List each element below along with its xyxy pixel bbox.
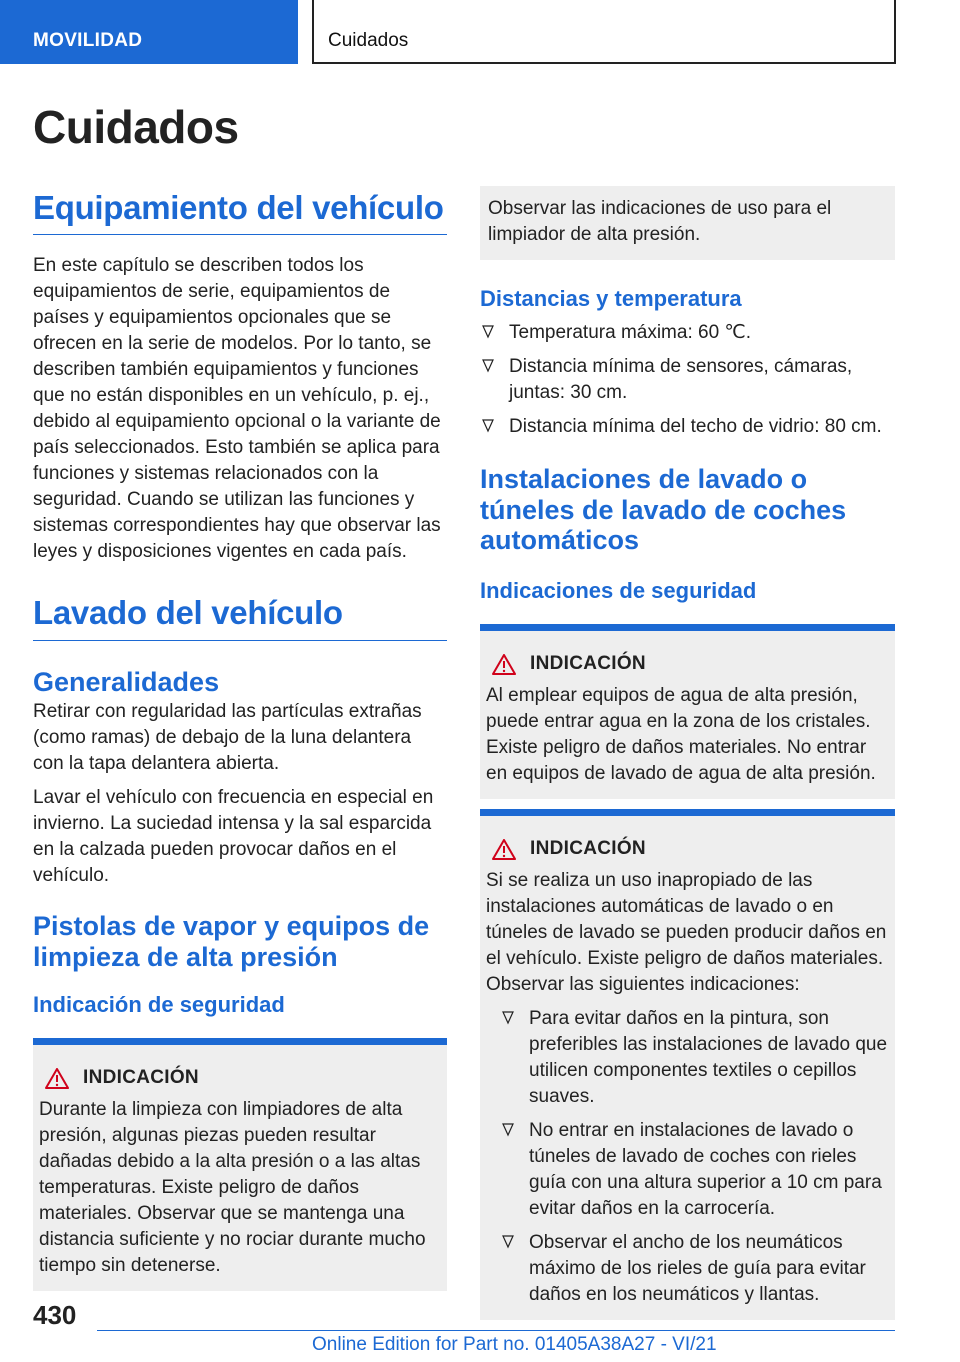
warning-list xyxy=(486,1006,889,1308)
page-title: Cuidados xyxy=(33,101,239,153)
bullet-triangle-icon xyxy=(482,325,494,339)
list-item: Para evitar daños en la pintura, son preferibles las instalaciones de lavado que utilicen componentes textiles o cepillos suaves. xyxy=(500,1006,889,1110)
warning-text: Si se realiza un uso inapropiado de las instalaciones automáticas de lavado o en túneles de lavado se pueden producir daños en el vehículo. Existe peligro de daños materiales. Observar las siguientes indicaciones: xyxy=(486,870,887,996)
list-item: Observar el ancho de los neumáticos máximo de los rieles de guía para evitar daños en los neumáticos y llantas. xyxy=(500,1230,889,1308)
pistol-heading: Pistolas de vapor y equipos de limpieza de alta presión xyxy=(33,911,430,972)
chapter-label: Cuidados xyxy=(328,30,409,51)
continued-text: Observar las indicaciones de uso para el limpiador de alta presión. xyxy=(488,198,832,245)
list-item: Distancia mínima del techo de vidrio: 80 cm. xyxy=(480,414,895,440)
distances-list xyxy=(480,320,895,440)
warning-title: INDICACIÓN xyxy=(530,653,646,675)
safety-heading-left: Indicación de seguridad xyxy=(33,992,285,1018)
safety-heading-right: Indicaciones de seguridad xyxy=(480,577,757,603)
warning-header xyxy=(486,649,889,679)
footer-divider xyxy=(97,1330,895,1331)
warning-box-right-1 xyxy=(480,624,895,799)
right-column xyxy=(480,186,895,1320)
warning-triangle-icon xyxy=(492,839,516,860)
warning-box-left xyxy=(33,1038,447,1291)
bullet-triangle-icon xyxy=(482,419,494,433)
section-label: MOVILIDAD xyxy=(33,30,143,51)
list-item: No entrar en instalaciones de lavado o túneles de lavado de coches con rieles guía con una altura superior a 10 cm para evitar daños en la carrocería. xyxy=(500,1118,889,1222)
washing-heading: Lavado del vehículo xyxy=(33,595,447,640)
section-tab xyxy=(0,0,298,64)
warning-header xyxy=(39,1063,441,1093)
warning-box-right-2 xyxy=(480,809,895,1320)
bullet-triangle-icon xyxy=(502,1011,514,1025)
general-paragraph-1: Retirar con regularidad las partículas extrañas (como ramas) de debajo de la luna delantera con la tapa delantera abierta. xyxy=(33,701,422,775)
general-paragraph-2: Lavar el vehículo con frecuencia en especial en invierno. La suciedad intensa y la sal esparcida en la calzada pueden provocar daños en el vehículo. xyxy=(33,787,434,887)
warning-title: INDICACIÓN xyxy=(83,1067,199,1089)
warning-header xyxy=(486,834,889,864)
list-item: Distancia mínima de sensores, cámaras, juntas: 30 cm. xyxy=(480,354,895,406)
warning-text: Durante la limpieza con limpiadores de alta presión, algunas piezas pueden resultar dañadas debido a la alta presión o a las altas temperaturas. Existe peligro de daños materiales. Observar que se mantenga una distancia suficiente y no rociar durante mucho tiempo sin detenerse. xyxy=(39,1099,426,1277)
bullet-triangle-icon xyxy=(482,359,494,373)
installations-heading: Instalaciones de lavado o túneles de lavado de coches automáticos xyxy=(480,464,847,556)
warning-text: Al emplear equipos de agua de alta presión, puede entrar agua en la zona de los cristales. Existe peligro de daños materiales. No entrar en equipos de lavado de agua de alta presión. xyxy=(486,685,876,785)
equipment-heading: Equipamiento del vehículo xyxy=(33,190,447,235)
left-column xyxy=(33,190,447,1291)
continued-box xyxy=(480,186,895,260)
footer-edition: Online Edition for Part no. 01405A38A27 - VI/21 xyxy=(312,1334,717,1355)
list-item: Temperatura máxima: 60 ℃. xyxy=(480,320,895,346)
warning-triangle-icon xyxy=(492,654,516,675)
page-number: 430 xyxy=(33,1300,77,1330)
chapter-tab xyxy=(312,0,896,64)
equipment-paragraph: En este capítulo se describen todos los equipamientos de serie, equipamientos de países y equipamientos opcionales que se ofrecen en la serie de modelos. Por lo tanto, se describen también equipamientos y funciones que no están disponibles en un vehículo, p. ej., debido al equipamiento opcional o la variante de país seleccionados. Esto también se aplica para funciones y sistemas relacionados con la seguridad. Cuando se utilizan las funciones y sistemas correspondientes hay que observar las leyes y disposiciones vigentes en cada país. xyxy=(33,255,441,563)
warning-title: INDICACIÓN xyxy=(530,838,646,860)
bullet-triangle-icon xyxy=(502,1235,514,1249)
warning-triangle-icon xyxy=(45,1068,69,1089)
distances-heading: Distancias y temperatura xyxy=(480,286,742,311)
general-heading: Generalidades xyxy=(33,666,220,697)
bullet-triangle-icon xyxy=(502,1123,514,1137)
